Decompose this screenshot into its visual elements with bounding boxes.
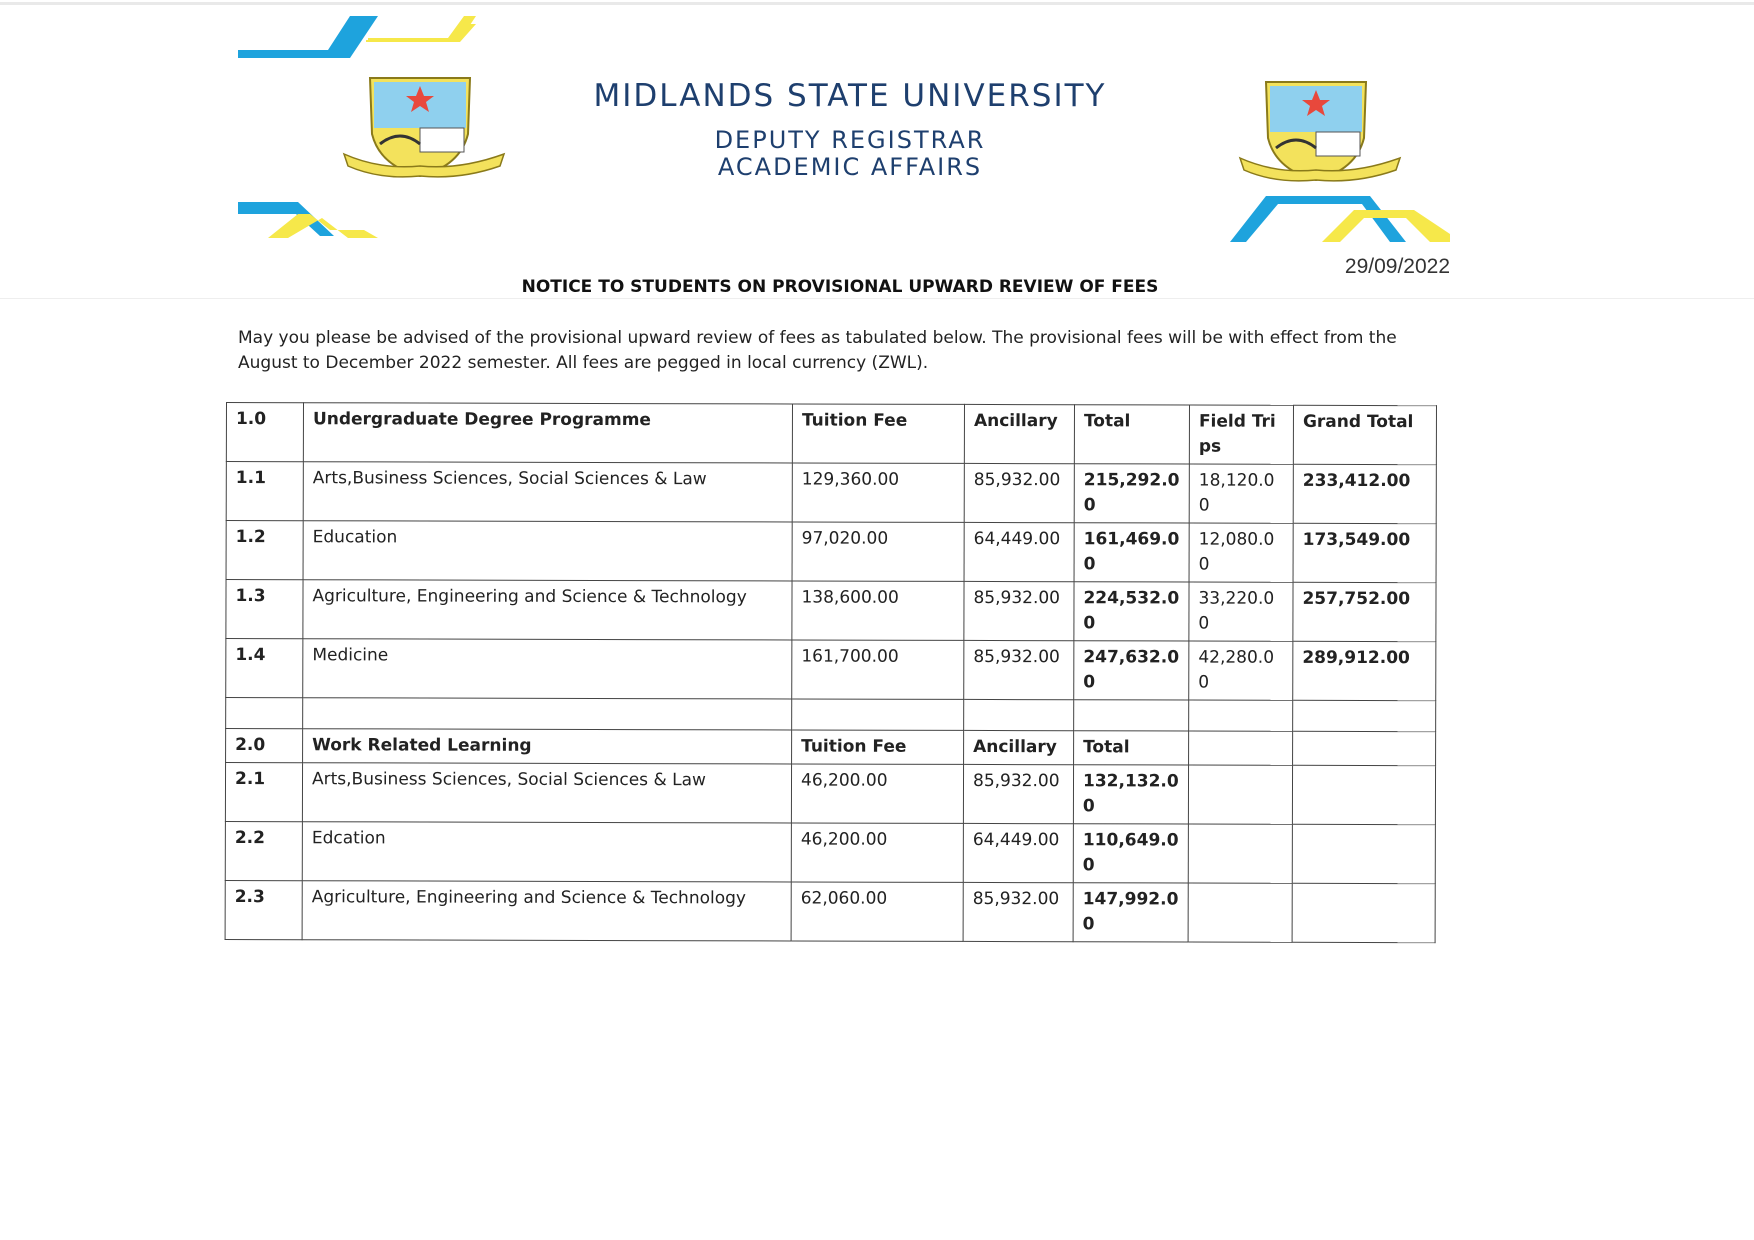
field-trips-fee: 33,220.00: [1189, 582, 1293, 641]
total-fee: 132,132.00: [1073, 765, 1188, 824]
header-total: Total: [1074, 731, 1189, 765]
total-fee: 110,649.00: [1073, 824, 1188, 883]
table-row: [225, 880, 1435, 942]
intro-paragraph: [238, 326, 1438, 376]
scan-fold-line: [0, 298, 1754, 299]
row-number: 1.1: [226, 462, 303, 521]
empty-cell: [1293, 700, 1436, 731]
header-grand-total: Grand Total: [1293, 405, 1436, 464]
table-row: [226, 462, 1436, 524]
ancillary-fee: 85,932.00: [964, 581, 1074, 640]
tuition-fee: 97,020.00: [792, 522, 964, 581]
intro-line-2: August to December 2022 semester. All fees are pegged in local currency (ZWL).: [238, 353, 929, 373]
header-field-trips: Field Trips: [1189, 405, 1293, 464]
programme-name: Medicine: [303, 639, 792, 699]
row-number: 1.3: [226, 580, 303, 639]
empty-cell: [1292, 883, 1435, 942]
tuition-fee: 161,700.00: [792, 640, 964, 699]
row-number: 1.4: [226, 639, 303, 698]
ancillary-fee: 85,932.00: [964, 463, 1074, 522]
table-row: [225, 821, 1435, 883]
section-title: Undergraduate Degree Programme: [303, 403, 792, 463]
empty-cell: [1074, 700, 1189, 731]
scan-edge: [0, 2, 1754, 5]
row-number: 1.2: [226, 521, 303, 580]
programme-name: Agriculture, Engineering and Science & Technology: [303, 580, 792, 640]
programme-name: Education: [303, 521, 792, 581]
field-trips-fee: 12,080.00: [1189, 523, 1293, 582]
ancillary-fee: 85,932.00: [963, 882, 1073, 941]
header-tuition-fee: Tuition Fee: [792, 404, 964, 463]
tuition-fee: 138,600.00: [792, 581, 964, 640]
table-row: [226, 521, 1436, 583]
ancillary-fee: 64,449.00: [964, 522, 1074, 581]
grand-total: 289,912.00: [1293, 641, 1436, 700]
grand-total: 173,549.00: [1293, 523, 1436, 582]
row-number: 2.1: [225, 763, 302, 822]
total-fee: 247,632.00: [1074, 641, 1189, 700]
total-fee: 224,532.00: [1074, 582, 1189, 641]
section-number: 2.0: [226, 729, 303, 763]
empty-cell: [1292, 765, 1435, 824]
ancillary-fee: 64,449.00: [963, 823, 1073, 882]
empty-cell: [792, 699, 964, 730]
notice-date: 29/09/2022: [1344, 255, 1450, 278]
tuition-fee: 129,360.00: [792, 463, 964, 522]
university-name: MIDLANDS STATE UNIVERSITY: [593, 78, 1107, 114]
office-line-2: ACADEMIC AFFAIRS: [717, 153, 983, 181]
programme-name: Agriculture, Engineering and Science & Technology: [302, 881, 791, 941]
table-row: [226, 639, 1436, 701]
tuition-fee: 62,060.00: [791, 882, 963, 941]
blank-row: [226, 698, 1436, 732]
empty-cell: [303, 698, 792, 730]
header-ancillary: Ancillary: [964, 730, 1074, 764]
field-trips-fee: 42,280.00: [1189, 641, 1293, 700]
row-number: 2.3: [225, 880, 302, 939]
table-row: [226, 580, 1436, 642]
grand-total: 233,412.00: [1293, 464, 1436, 523]
total-fee: 161,469.00: [1074, 523, 1189, 582]
total-fee: 215,292.00: [1074, 464, 1189, 523]
empty-cell: [1188, 824, 1292, 883]
office-line-1: DEPUTY REGISTRAR: [714, 126, 986, 154]
header-ancillary: Ancillary: [964, 404, 1074, 463]
empty-cell: [1293, 731, 1436, 765]
empty-cell: [964, 699, 1074, 730]
programme-name: Arts,Business Sciences, Social Sciences & Law: [302, 763, 791, 823]
notice-title: NOTICE TO STUDENTS ON PROVISIONAL UPWARD REVIEW OF FEES: [521, 277, 1159, 297]
empty-cell: [1189, 731, 1293, 765]
section-title: Work Related Learning: [303, 729, 792, 764]
empty-cell: [1189, 700, 1293, 731]
bottom-left-chevrons-icon: [238, 200, 388, 240]
tuition-fee: 46,200.00: [791, 764, 963, 823]
msu-crest-left-icon: [340, 74, 510, 182]
section-1-header-row: [226, 403, 1436, 465]
programme-name: Edcation: [302, 822, 791, 882]
programme-name: Arts,Business Sciences, Social Sciences & Law: [303, 462, 792, 522]
fees-table: [225, 402, 1437, 943]
ancillary-fee: 85,932.00: [963, 764, 1073, 823]
msu-crest-right-icon: [1236, 78, 1406, 186]
empty-cell: [226, 698, 303, 729]
tuition-fee: 46,200.00: [791, 823, 963, 882]
total-fee: 147,992.00: [1073, 883, 1188, 942]
field-trips-fee: 18,120.00: [1189, 464, 1293, 523]
table-row: [225, 763, 1435, 825]
section-number: 1.0: [226, 403, 303, 462]
header-tuition-fee: Tuition Fee: [792, 730, 964, 764]
section-2-header-row: [226, 729, 1436, 766]
empty-cell: [1188, 765, 1292, 824]
top-left-stripes-icon: [238, 14, 488, 66]
empty-cell: [1292, 824, 1435, 883]
bottom-right-chevrons-icon: [1230, 190, 1450, 246]
empty-cell: [1188, 883, 1292, 942]
header-total: Total: [1074, 405, 1189, 464]
row-number: 2.2: [225, 821, 302, 880]
intro-line-1: May you please be advised of the provisional upward review of fees as tabulated below. The provisional fees will be with effect from the: [238, 328, 1397, 348]
ancillary-fee: 85,932.00: [964, 640, 1074, 699]
grand-total: 257,752.00: [1293, 582, 1436, 641]
